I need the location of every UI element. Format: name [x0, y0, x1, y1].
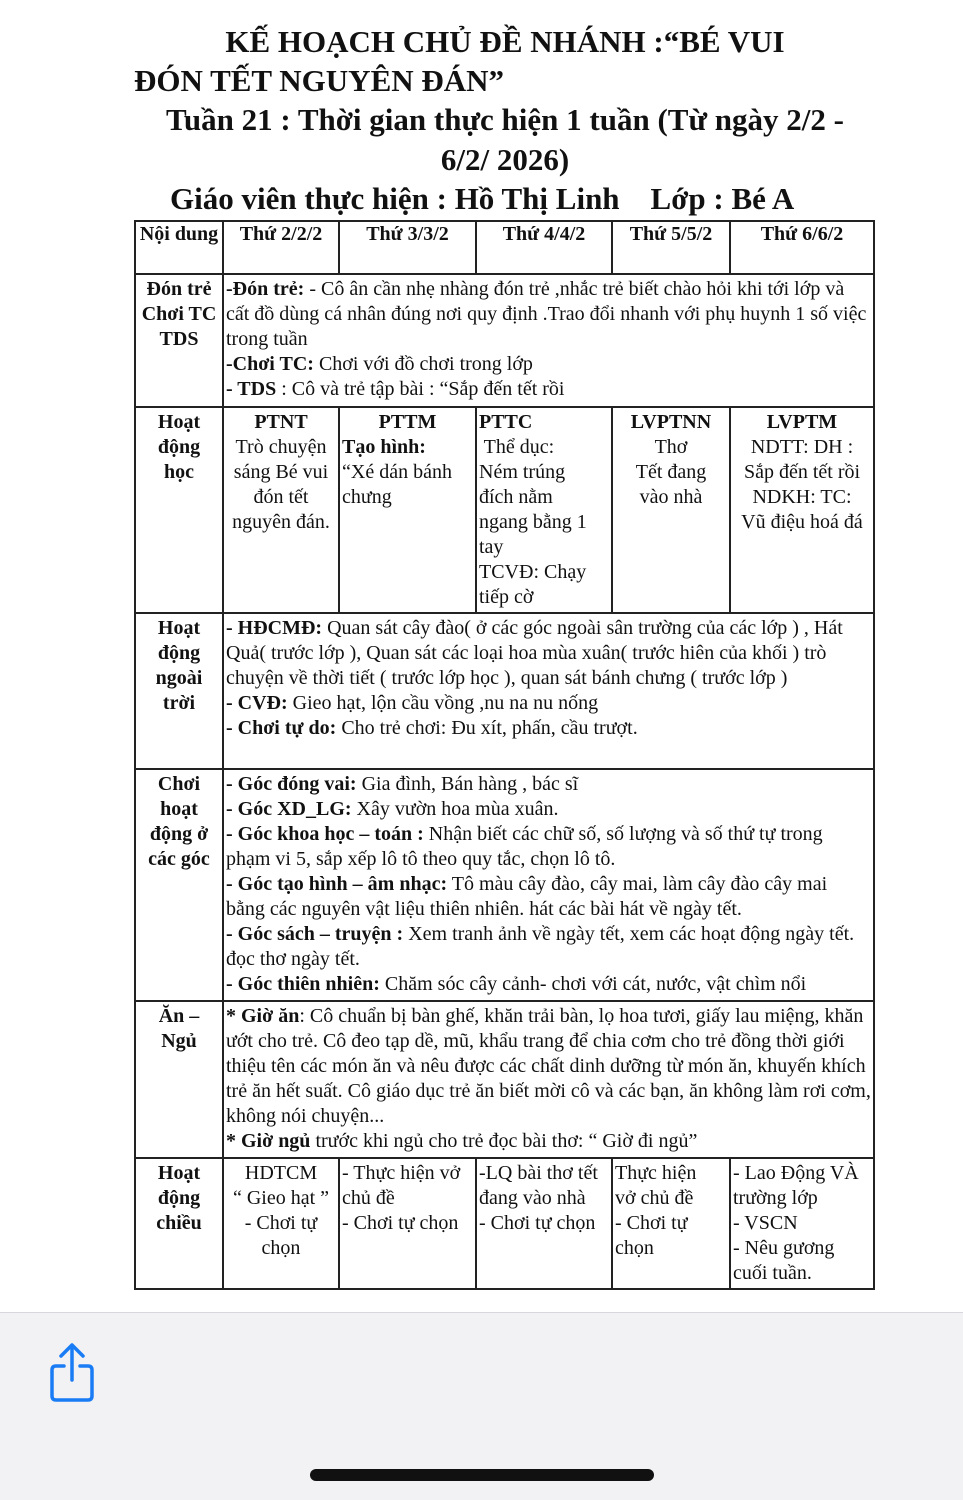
cell-line: đích nằm — [479, 486, 553, 508]
gio-an-text: : Cô chuẩn bị bàn ghế, khăn trải bàn, lọ hoa tươi, giấy lau miệng, khăn ướt cho trẻ. Cô đeo tạp dề, mũ, khẩu trang để chia cơm cho trẻ đồng thời giới thiệu tên các món ăn và nêu được các chất dinh dưỡng từ món ăn, khuyến khích trẻ ăn hết suất. Cô giáo dục trẻ ăn biết mời cô và các bạn, ăn không làm rơi cơm, không nói chuyện... — [226, 1005, 871, 1127]
cell-line: chọn — [261, 1237, 301, 1259]
label-line: Hoạt — [157, 1162, 201, 1184]
weekly-plan-table — [134, 220, 875, 1290]
cell-line: NDTT: DH : — [750, 436, 854, 458]
cell-line: Sắp đến tết rồi — [743, 461, 861, 483]
header-content: Nội dung — [135, 221, 223, 274]
label-line: hoạt — [160, 798, 198, 820]
label-line: Hoạt — [157, 411, 201, 433]
cell-line: NDKH: TC: — [752, 486, 852, 508]
header-monday: Thứ 2/2/2 — [223, 221, 339, 274]
row-chieu — [135, 1158, 874, 1289]
subject-head: PTNT — [254, 411, 308, 433]
share-button[interactable] — [46, 1342, 98, 1404]
cell-line: -LQ bài thơ tết — [479, 1162, 598, 1184]
don-tre-content — [223, 274, 874, 407]
label-line: chiều — [156, 1212, 202, 1234]
cell-line: tiếp cờ — [479, 586, 534, 608]
cell-line: Ném trúng — [479, 461, 566, 483]
row-hoat-dong-hoc — [135, 407, 874, 613]
subject-head: LVPTNN — [630, 411, 712, 433]
cell-line: chưng — [342, 486, 392, 508]
don-tre-text: - Cô ân cần nhẹ nhàng đón trẻ ,nhắc trẻ biết chào hỏi khi tới lớp và cất đồ dùng cá nhân đúng nơi quy định .Trao đổi nhanh với phụ huynh 1 số việc trong tuần — [226, 278, 867, 350]
row-label-ngoai-troi — [135, 613, 223, 769]
row-ngoai-troi — [135, 613, 874, 769]
row-label-hoat-dong-hoc — [135, 407, 223, 613]
header-thursday: Thứ 5/5/2 — [612, 221, 730, 274]
label-line: Hoạt — [157, 617, 201, 639]
gio-ngu-text: trước khi ngủ cho trẻ đọc bài thơ: “ Giờ đi ngủ” — [310, 1130, 698, 1152]
row-label-an-ngu — [135, 1001, 223, 1158]
hdh-monday — [223, 407, 339, 613]
cell-line: tay — [479, 536, 504, 558]
gio-an-bold: * Giờ ăn — [226, 1005, 300, 1027]
hdcmd-bold: - HĐCMĐ: — [226, 617, 323, 639]
cell-line: - Chơi tự chọn — [342, 1212, 459, 1234]
cell-line: Trò chuyện — [235, 436, 327, 458]
don-tre-paragraph — [226, 277, 871, 352]
tds-paragraph — [226, 377, 871, 402]
label-line: động — [157, 1187, 201, 1209]
share-icon — [46, 1342, 98, 1404]
goc-text: Chăm sóc cây cảnh- chơi với cát, nước, vật chìm nổi — [379, 973, 807, 995]
choi-tc-text: Chơi với đồ chơi trong lớp — [313, 353, 533, 375]
goc-khoa-hoc — [226, 822, 871, 872]
goc-bold: - Góc thiên nhiên: — [226, 973, 380, 995]
cell-line: Vũ điệu hoá đá — [741, 511, 863, 533]
label-line: ngoài — [155, 667, 203, 689]
cell-line: Thơ — [654, 436, 688, 458]
cell-line: “ Gieo hạt ” — [232, 1187, 330, 1209]
label-line: trời — [162, 692, 196, 714]
cell-line: nguyên đán. — [232, 511, 330, 533]
home-indicator[interactable] — [310, 1469, 654, 1481]
cell-line: đang vào nhà — [479, 1187, 586, 1209]
header-row — [135, 221, 874, 274]
chieu-monday — [223, 1158, 339, 1289]
goc-tao-hinh — [226, 872, 871, 922]
row-don-tre — [135, 274, 874, 407]
goc-bold: - Góc XD_LG: — [226, 798, 352, 820]
cell-line: HDTCM — [244, 1162, 318, 1184]
ngoai-troi-content — [223, 613, 874, 769]
subject-head: PTTC — [479, 411, 533, 433]
cell-line: TCVĐ: Chạy — [479, 561, 587, 583]
gio-ngu-paragraph — [226, 1129, 871, 1154]
hdh-wednesday — [476, 407, 612, 613]
week-line: Tuần 21 : Thời gian thực hiện 1 tuần (Từ ngày 2/2 - — [166, 102, 844, 137]
cvd-text: Gieo hạt, lộn cầu vồng ,nu na nu nống — [287, 692, 599, 714]
label-line: Đón trẻ — [146, 278, 212, 300]
label-line: Ngủ — [161, 1030, 197, 1052]
chieu-wednesday — [476, 1158, 612, 1289]
header-wednesday: Thứ 4/4/2 — [476, 221, 612, 274]
row-goc — [135, 769, 874, 1001]
goc-sach — [226, 922, 871, 972]
hdcmd-text: Quan sát cây đào( ở các góc ngoài sân trường của các lớp ) , Hát Quả( trước lớp ), Quan sát các loại hoa mùa xuân( trước hiên của khối ) trò chuyện về thời tiết ( trước lớp học ), quan sát bánh chưng ( trước lớp ) — [226, 617, 843, 689]
hdcmd-paragraph — [226, 616, 871, 691]
cell-line: - VSCN — [733, 1212, 798, 1234]
goc-bold: - Góc đóng vai: — [226, 773, 357, 795]
goc-bold: - Góc tạo hình – âm nhạc: — [226, 873, 448, 895]
goc-bold: - Góc khoa học – toán : — [226, 823, 424, 845]
chieu-tuesday — [339, 1158, 476, 1289]
cell-line: Tết đang — [635, 461, 707, 483]
gio-an-paragraph — [226, 1004, 871, 1129]
label-line: TDS — [159, 328, 199, 350]
label-line: Chơi — [157, 773, 201, 795]
goc-bold: - Góc sách – truyện : — [226, 923, 404, 945]
goc-text: Tô màu cây đào, cây mai, làm cây đào cây mai bằng các nguyên vật liệu thiên nhiên. hát các bài hát về ngày tết. — [226, 873, 828, 920]
cvd-paragraph — [226, 691, 871, 716]
header-tuesday: Thứ 3/3/2 — [339, 221, 476, 274]
cell-line: vào nhà — [639, 486, 703, 508]
cell-line: cuối tuần. — [733, 1262, 812, 1284]
cell-line: chọn — [615, 1237, 654, 1259]
choi-tc-paragraph — [226, 352, 871, 377]
cell-line: - Chơi tự — [615, 1212, 688, 1234]
week-date-line: 6/2/ 2026) — [440, 142, 570, 177]
goc-xd-lg — [226, 797, 871, 822]
chieu-friday — [730, 1158, 874, 1289]
label-line: các góc — [148, 848, 210, 870]
goc-content — [223, 769, 874, 1001]
label-line: Ăn – — [158, 1005, 200, 1027]
an-ngu-content — [223, 1001, 874, 1158]
goc-text: Gia đình, Bán hàng , bác sĩ — [356, 773, 579, 795]
cell-line: - Lao Động VÀ — [733, 1162, 859, 1184]
cell-line: - Chơi tự chọn — [479, 1212, 596, 1234]
goc-dong-vai — [226, 772, 871, 797]
cell-line: sáng Bé vui — [233, 461, 329, 483]
cell-line: vở chủ đề — [615, 1187, 694, 1209]
choi-tu-do-bold: - Chơi tự do: — [226, 717, 337, 739]
plan-title-line-2: ĐÓN TẾT NGUYÊN ĐÁN” — [134, 63, 505, 98]
label-line: động ở — [149, 823, 209, 845]
label-line: động — [157, 642, 201, 664]
hdh-friday — [730, 407, 874, 613]
goc-thien-nhien — [226, 972, 871, 997]
hdh-tuesday — [339, 407, 476, 613]
label-line: Chơi TC — [141, 303, 217, 325]
cell-line: Thực hiện — [615, 1162, 697, 1184]
don-tre-bold: -Đón trẻ: — [226, 278, 305, 300]
gio-ngu-bold: * Giờ ngủ — [226, 1130, 311, 1152]
teacher-class-line: Giáo viên thực hiện : Hồ Thị Linh Lớp : Bé A — [170, 181, 795, 216]
header-friday: Thứ 6/6/2 — [730, 221, 874, 274]
cell-line: chủ đề — [342, 1187, 395, 1209]
cell-line: - Nêu gương — [733, 1237, 835, 1259]
tds-bold: - TDS — [226, 378, 277, 400]
row-an-ngu — [135, 1001, 874, 1158]
goc-text: Nhận biết các chữ số, số lượng và số thứ tự trong phạm vi 5, sắp xếp lô tô theo quy tắc, chọn lô tô. — [226, 823, 823, 870]
chieu-thursday — [612, 1158, 730, 1289]
plan-title-line-1: KẾ HOẠCH CHỦ ĐỀ NHÁNH :“BÉ VUI — [225, 24, 785, 59]
subject-head: LVPTM — [766, 411, 838, 433]
row-label-chieu — [135, 1158, 223, 1289]
label-line: động — [157, 436, 201, 458]
label-line: học — [164, 461, 194, 483]
choi-tu-do-text: Cho trẻ chơi: Đu xít, phấn, cầu trượt. — [336, 717, 638, 739]
choi-tc-bold: -Chơi TC: — [226, 353, 314, 375]
tds-text: : Cô và trẻ tập bài : “Sắp đến tết rồi — [276, 378, 565, 400]
cell-line: - Chơi tự — [244, 1212, 318, 1234]
cell-line: - Thực hiện vở — [342, 1162, 461, 1184]
hdh-thursday — [612, 407, 730, 613]
cell-line: ngang bằng 1 — [479, 511, 587, 533]
choi-tu-do-paragraph — [226, 716, 871, 741]
cell-line: trường lớp — [733, 1187, 818, 1209]
row-label-goc — [135, 769, 223, 1001]
goc-text: Xây vườn hoa mùa xuân. — [351, 798, 559, 820]
cvd-bold: - CVĐ: — [226, 692, 288, 714]
cell-line: đón tết — [253, 486, 309, 508]
goc-text: Xem tranh ảnh về ngày tết, xem các hoạt động ngày tết. đọc thơ ngày tết. — [226, 923, 855, 970]
cell-line-bold: Tạo hình: — [342, 436, 426, 458]
row-label-don-tre — [135, 274, 223, 407]
cell-line: Thể dục: — [479, 436, 555, 458]
cell-line: “Xé dán bánh — [342, 461, 452, 483]
subject-head: PTTM — [378, 411, 437, 433]
